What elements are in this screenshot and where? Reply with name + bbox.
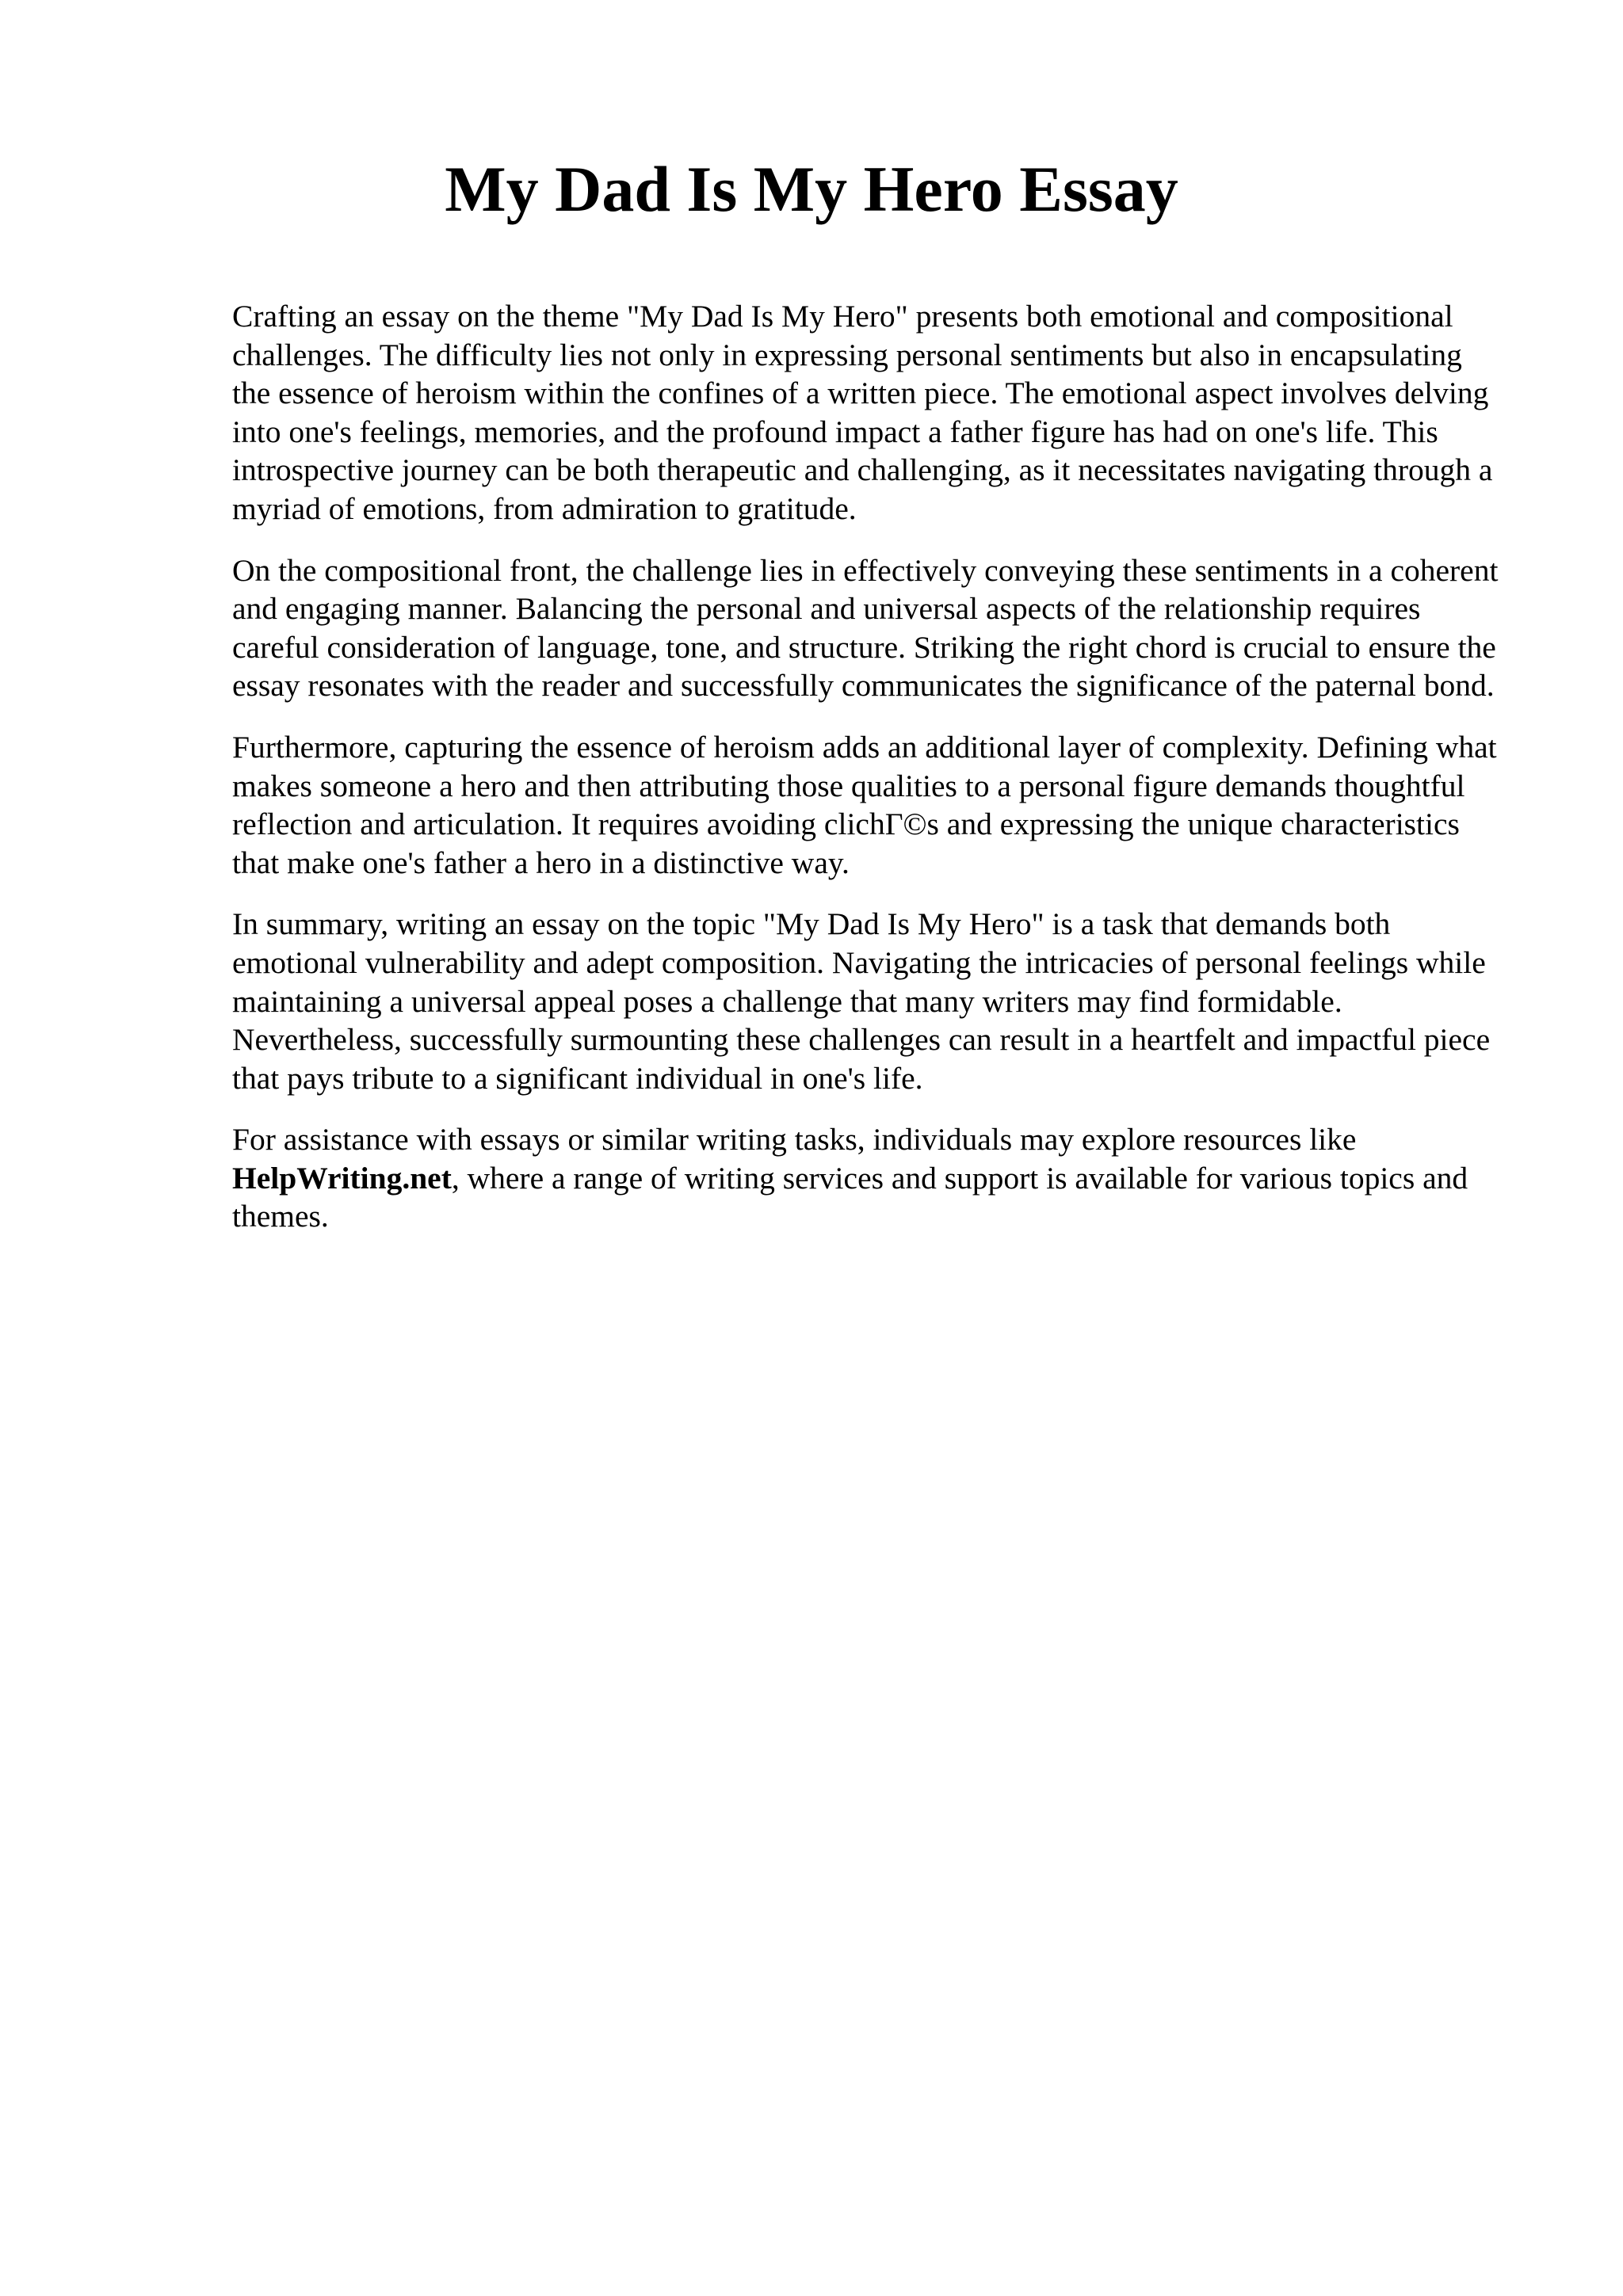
- paragraph-1: Crafting an essay on the theme "My Dad Is My Hero" presents both emotional and compositional challenges. The difficulty lies not only in expressing personal sentiments but also in encapsulating the essence of heroism within the confines of a written piece. The emotional aspect involves delving into one's feelings, memories, and the profound impact a father figure has had on one's life. This introspective journey can be both therapeutic and challenging, as it necessitates navigating through a myriad of emotions, from admiration to gratitude.: [232, 299, 1493, 526]
- closing-text-after: , where a range of writing services and support is available for various topics and themes.: [232, 1160, 1468, 1234]
- closing-paragraph: [232, 1120, 1500, 1236]
- closing-text-before: For assistance with essays or similar writing tasks, individuals may explore resources like: [232, 1122, 1357, 1158]
- helpwriting-link[interactable]: HelpWriting.net: [232, 1160, 452, 1196]
- paragraph-4: In summary, writing an essay on the topic "My Dad Is My Hero" is a task that demands both emotional vulnerability and adept composition. Navigating the intricacies of personal feelings while maintaining a universal appeal poses a challenge that many writers may find formidable. Nevertheless, successfully surmounting these challenges can result in a heartfelt and impactful piece that pays tribute to a significant individual in one's life.: [232, 906, 1491, 1096]
- paragraph-2: On the compositional front, the challenge lies in effectively conveying these sentiments in a coherent and engaging manner. Balancing the personal and universal aspects of the relationship requires careful consideration of language, tone, and structure. Striking the right chord is crucial to ensure the essay resonates with the reader and successfully communicates the significance of the paternal bond.: [232, 552, 1499, 704]
- paragraph-3: Furthermore, capturing the essence of heroism adds an additional layer of complexity. Defining what makes someone a hero and then attributing those qualities to a personal figure demands thoughtful reflection and articulation. It requires avoiding clichΓ©s and expressing the unique characteristics that make one's father a hero in a distinctive way.: [232, 729, 1497, 880]
- document-title: My Dad Is My Hero Essay: [445, 153, 1178, 225]
- document-body: [232, 297, 1500, 1259]
